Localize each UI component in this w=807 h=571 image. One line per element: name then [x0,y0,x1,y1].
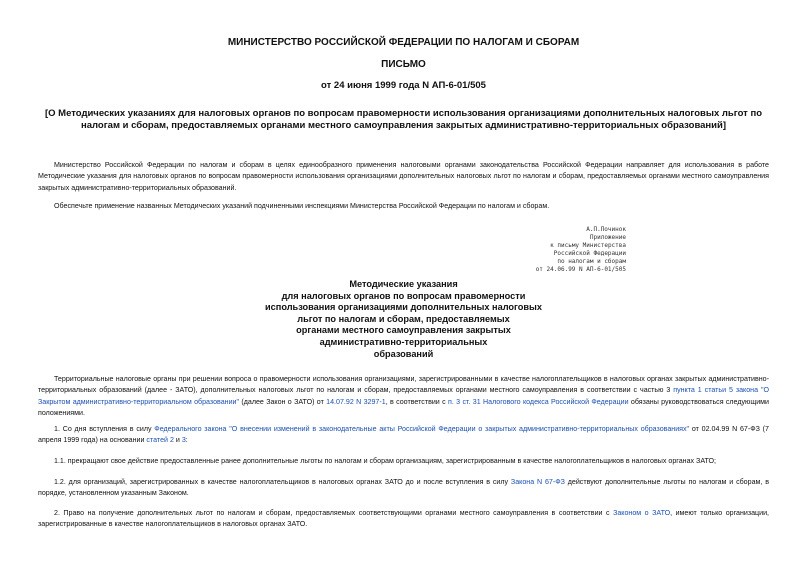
body-text: (далее Закон о ЗАТО) от [239,397,327,406]
law-zato-short-link[interactable]: Законом о ЗАТО [613,509,671,517]
date-number-heading: от 24 июня 1999 года N АП-6-01/505 [321,80,486,91]
signature-line: от 24.06.99 N АП-6-01/505 [535,266,626,273]
body-text: и [173,436,182,445]
signature-line: Приложение [589,234,626,241]
federal-law-link[interactable]: Федерального закона "О внесении изменений в законодательные акты Российской Федерации о закрытых административно-территориальных образованиях" [154,425,690,433]
article-2-link[interactable]: статей 2 [146,436,174,445]
body-text: 2. Право на получение дополнительных льгот по налогам и сборам, предоставляемых соответствующими органами местного самоуправления в соответствии с [54,509,614,517]
body-paragraph-4 [38,477,769,500]
signature-block [520,226,626,274]
signature-line: по налогам и сборам [557,258,626,265]
method-title-line: органами местного самоуправления закрытых [296,325,511,336]
ministry-heading: МИНИСТЕРСТВО РОССИЙСКОЙ ФЕДЕРАЦИИ ПО НАЛОГАМ И СБОРАМ [227,37,580,48]
body-text: от 02.04.99 N 67-ФЗ (7 апреля 1999 года) на основании [38,425,769,445]
doc-type-heading: ПИСЬМО [381,59,426,70]
tax-code-link[interactable]: п. 3 ст. 31 Налогового кодекса Российской Федерации [448,397,629,406]
signature-line: А.П.Починок [586,226,626,233]
method-title-line: Методические указания [349,279,458,289]
method-title [200,279,607,360]
method-title-line: использования организациями дополнительных налоговых [265,302,542,313]
method-title-line: административно-территориальных [319,336,488,347]
body-text: действуют дополнительные льготы по налогам и сборам, в порядке, установленном указанным Законом. [38,478,769,498]
body-paragraph-2 [38,424,769,447]
law-67fz-link[interactable]: Закона N 67-ФЗ [510,478,565,486]
body-text: , имеют только организации, зарегистрированные в качестве налогоплательщиков в налоговых органах ЗАТО. [38,509,770,529]
method-title-line: для налоговых органов по вопросам правомерности [281,290,526,301]
subject-title: [О Методических указаниях для налоговых органов по вопросам правомерности использования организациями дополнительных налоговых льгот по налогам и сборам, предоставляемых органами местного самоуправления закрытых административно-территориальных образований] [44,108,763,131]
body-paragraph-1 [38,374,769,420]
method-title-line: образований [373,348,434,359]
body-text: 1.2. для организаций, зарегистрированных в качестве налогоплательщиков в налоговых органах ЗАТО до и после вступления в силу [54,478,511,486]
method-title-line: льгот по налогам и сборам, предоставляемых [297,313,510,324]
law-zato-link[interactable]: пункта 1 статьи 5 закона "О Закрытом административно-территориальном образовании" [38,386,769,406]
body-paragraph-5 [38,508,769,531]
body-text: 1. Со дня вступления в силу [54,425,155,433]
body-text: , в соответствии с [385,397,449,406]
signature-line: Российской Федерации [553,250,626,257]
intro-paragraph-1: Министерство Российской Федерации по налогам и сборам в целях единообразного применения налоговыми органами законодательства Российской Федерации направляет для использования в работе Методические указания для налоговых органов по вопросам правомерности использования организациями дополнительных налоговых льгот по налогам и сборам, предоставляемых органами местного самоуправления закрытых административно-территориальных образований. [38,161,769,192]
body-text: : [185,436,188,445]
body-paragraph-3: 1.1. прекращают свое действие предоставленные ранее дополнительные льготы по налогам и сборам организациям, зарегистрированным в качестве налогоплательщиков в налоговых органах ЗАТО; [54,457,717,465]
body-text: обязаны руководствоваться следующими положениями. [38,397,769,418]
body-text: Территориальные налоговые органы при решении вопроса о правомерности использования организациями, зарегистрированными в качестве налогоплательщиков в налоговых органах закрытых административно-территориальных образований (далее - ЗАТО), дополнительных налоговых льгот по налогам и сборам, предоставляемых органами местного самоуправления в соответствии с частью 3 [38,375,769,395]
article-3-link[interactable]: 3 [181,436,186,445]
law-date-link[interactable]: 14.07.92 N 3297-1 [326,397,386,406]
signature-line: к письму Министерства [550,242,626,249]
intro-paragraph-2: Обеспечьте применение названных Методических указаний подчиненными инспекциями Министерства Российской Федерации по налогам и сборам. [54,202,550,210]
